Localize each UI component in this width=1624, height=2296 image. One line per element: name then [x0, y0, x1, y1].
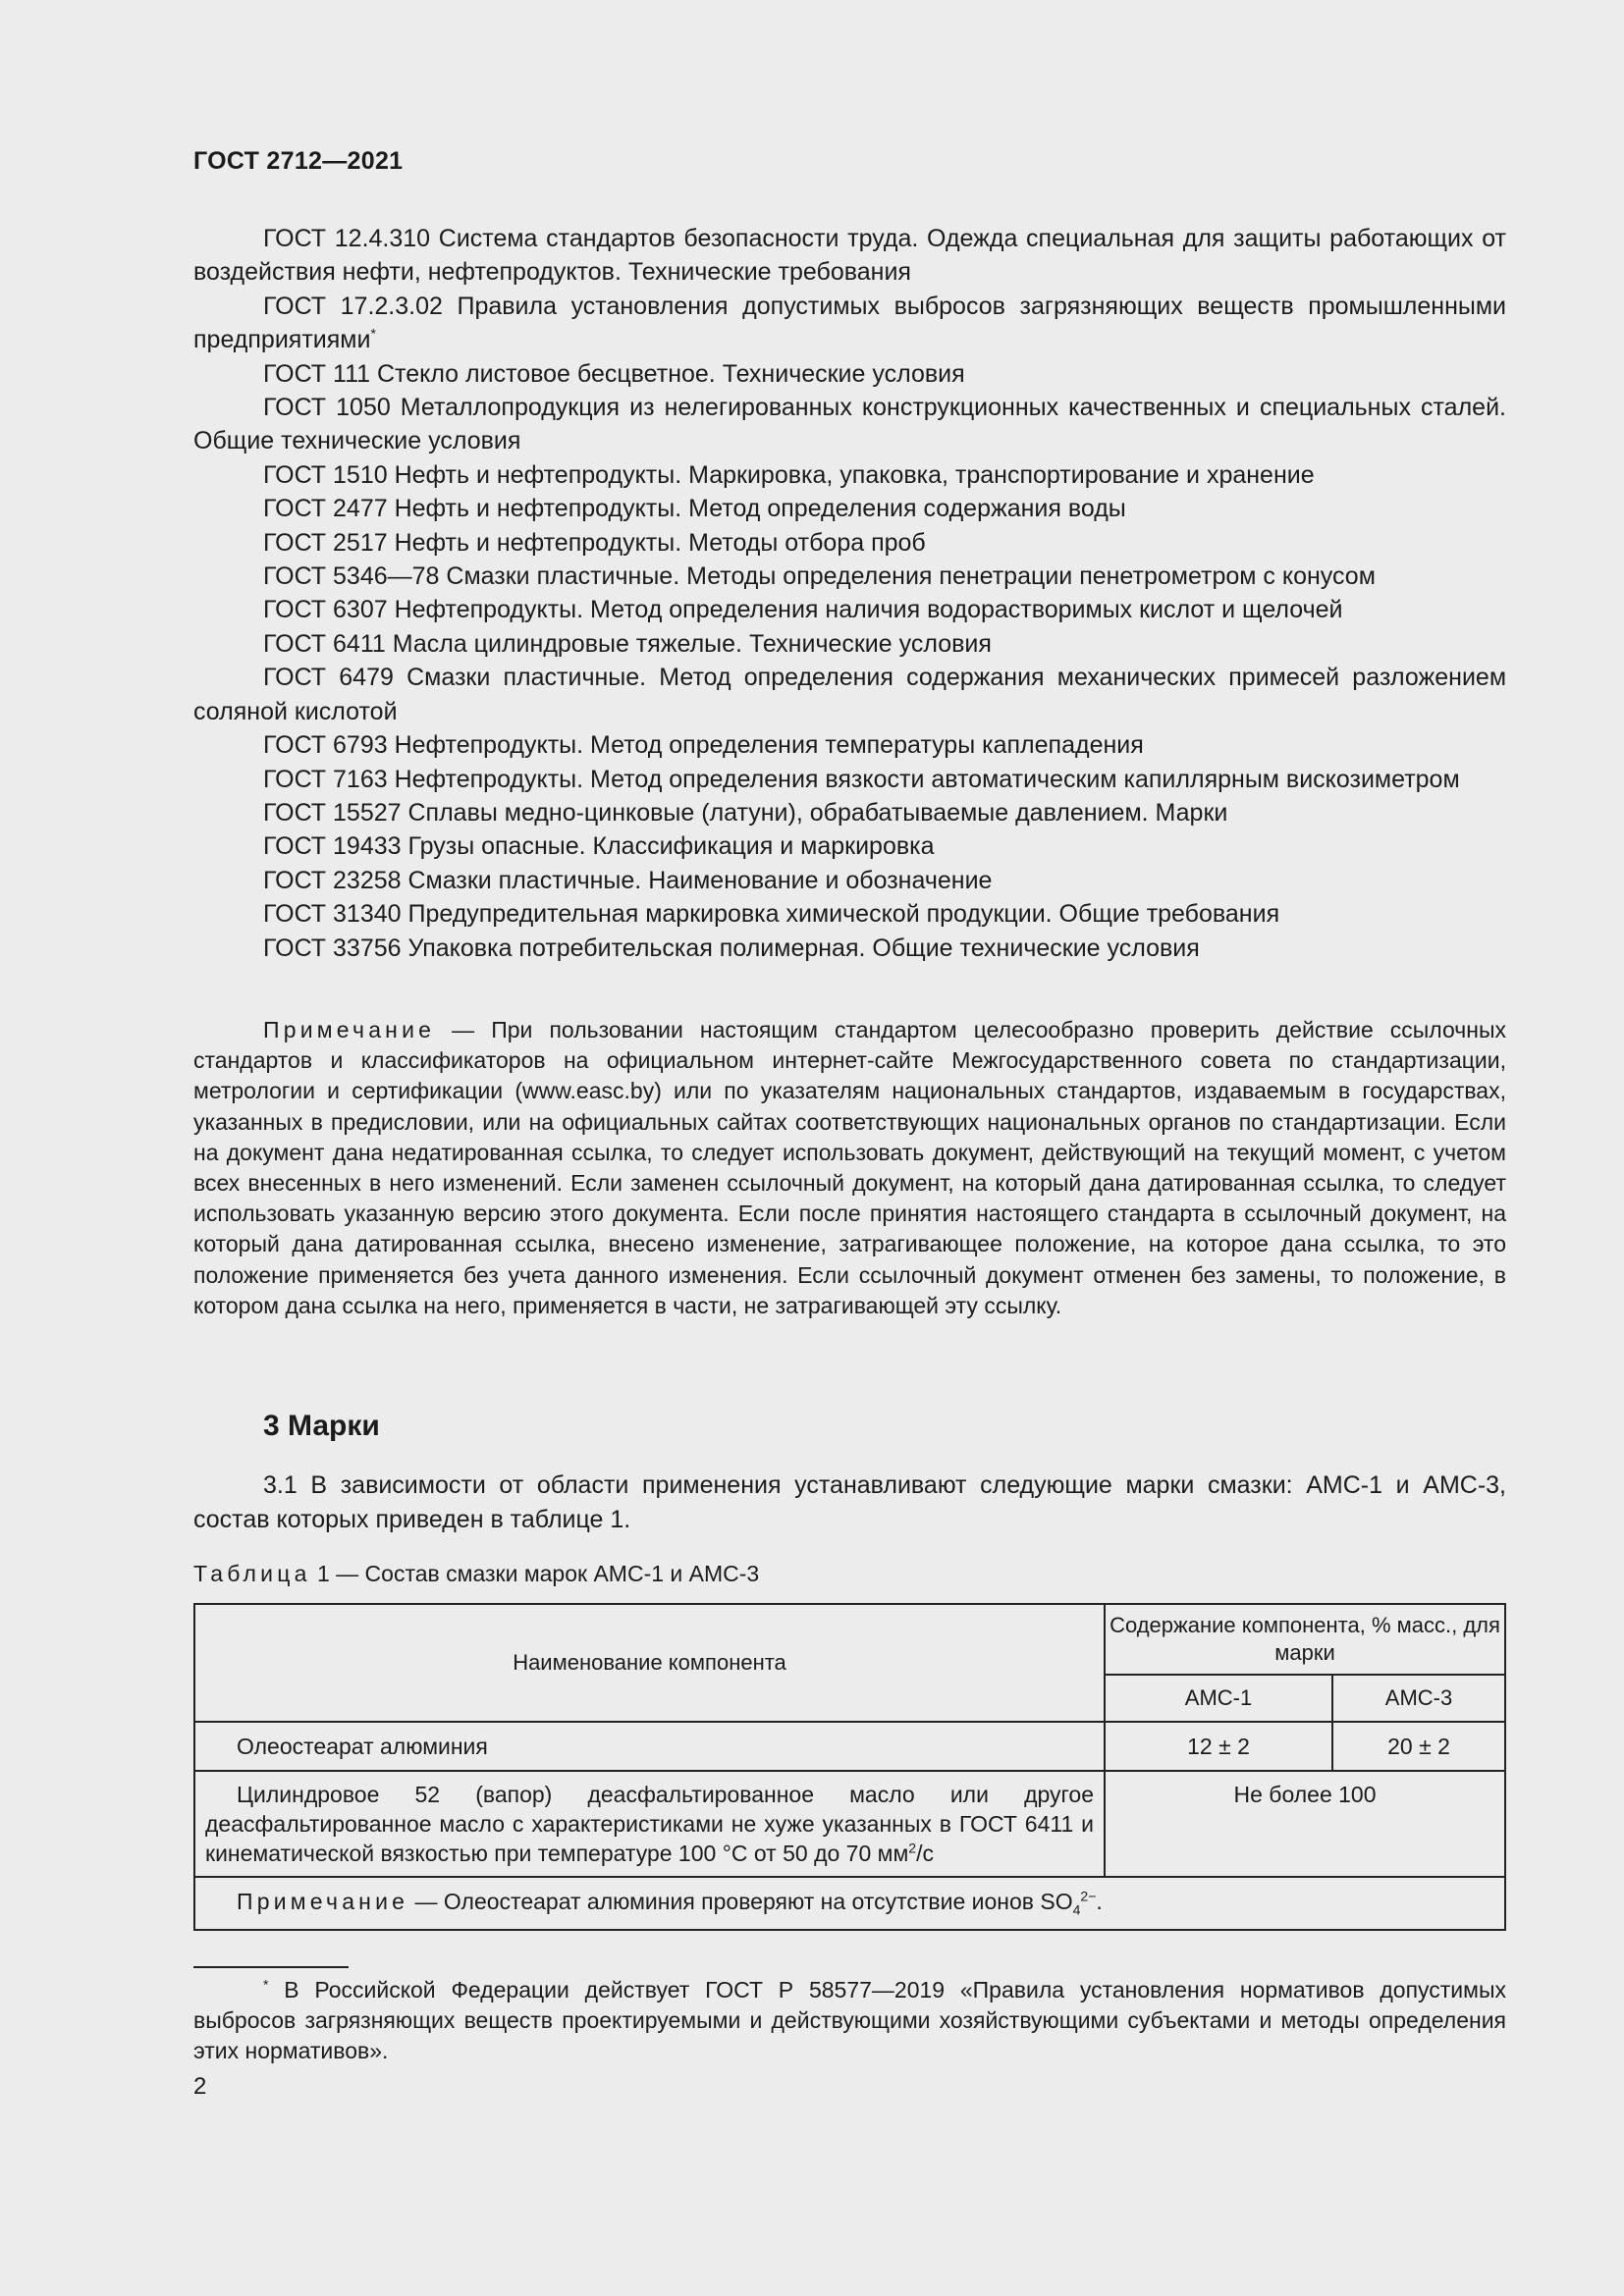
section-paragraph: 3.1 В зависимости от области применения устанавливают следующие марки смазки: АМС-1 и АМС-3, состав которых приведен в таблице 1.	[193, 1471, 1506, 1533]
header-component-content: Содержание компонента, % масс., для марки	[1105, 1604, 1505, 1675]
reference-text: ГОСТ 15527 Сплавы медно-цинковые (латуни), обрабатываемые давлением. Марки	[263, 798, 1228, 827]
reference-item	[193, 391, 1506, 458]
reference-text: ГОСТ 19433 Грузы опасные. Классификация и маркировка	[263, 832, 935, 861]
reference-text: ГОСТ 5346—78 Смазки пластичные. Методы определения пенетрации пенетрометром с конусом	[263, 562, 1376, 591]
table-caption-label: Таблица	[193, 1561, 311, 1586]
reference-item	[193, 829, 1506, 863]
table-note-end: .	[1096, 1888, 1103, 1914]
row-value-ams-1: 12 ± 2	[1105, 1722, 1332, 1771]
reference-item	[193, 932, 1506, 965]
reference-item	[193, 560, 1506, 593]
reference-item	[193, 526, 1506, 560]
section-title: 3 Марки	[263, 1410, 380, 1442]
table-caption	[193, 1561, 759, 1587]
reference-text: ГОСТ 1510 Нефть и нефтепродукты. Маркировка, упаковка, транспортирование и хранение	[263, 460, 1315, 489]
reference-text: ГОСТ 2477 Нефть и нефтепродукты. Метод определения содержания воды	[263, 495, 1126, 523]
row-component-text: Цилиндровое 52 (вапор) деасфальтированное масло или другое деасфальтированное масло с характеристиками не хуже указанных в ГОСТ 6411 и кинематической вязкостью при температуре 100 °С от 50 до 70 мм	[205, 1782, 1094, 1866]
row-component-name: Олеостеарат алюминия	[194, 1722, 1105, 1771]
table-row	[194, 1722, 1505, 1771]
superscript: 2−	[1080, 1887, 1097, 1903]
composition-table	[193, 1603, 1506, 1931]
reference-text: ГОСТ 31340 Предупредительная маркировка химической продукции. Общие требования	[263, 900, 1280, 929]
reference-item	[193, 222, 1506, 290]
reference-text: ГОСТ 12.4.310 Система стандартов безопасности труда. Одежда специальная для защиты работающих от воздействия нефти, нефтепродуктов. Технические требования	[193, 225, 1506, 287]
table-row	[194, 1771, 1505, 1877]
reference-text: ГОСТ 6479 Смазки пластичные. Метод определения содержания механических примесей разложением соляной кислотой	[193, 664, 1506, 725]
reference-item	[193, 357, 1506, 391]
table-note-text: — Олеостеарат алюминия проверяют на отсутствие ионов SO	[408, 1888, 1073, 1914]
normative-references-list	[193, 222, 1506, 965]
reference-item	[193, 593, 1506, 626]
header-ams-3: АМС-3	[1332, 1675, 1505, 1722]
footnote-marker: *	[263, 1976, 269, 1993]
reference-item	[193, 492, 1506, 525]
footnote-text: В Российской Федерации действует ГОСТ Р 58577—2019 «Правила установления нормативов допустимых выбросов загрязняющих веществ проектируемыми и действующими хозяйствующими субъектами и методы определения этих нормативов».	[193, 1977, 1506, 2063]
footnote-divider	[193, 1966, 349, 1968]
references-note	[193, 1015, 1506, 1321]
reference-item	[193, 627, 1506, 661]
note-label: Примечание	[263, 1017, 436, 1042]
reference-text: ГОСТ 23258 Смазки пластичные. Наименование и обозначение	[263, 866, 993, 894]
reference-item	[193, 728, 1506, 762]
reference-item	[193, 763, 1506, 796]
reference-item	[193, 661, 1506, 728]
reference-item	[193, 290, 1506, 357]
reference-item	[193, 864, 1506, 897]
note-text: — При пользовании настоящим стандартом целесообразно проверить действие ссылочных стандартов и классификаторов на официальном интернет-сайте Межгосударственного совета по стандартизации, метрологии и сертификации (www.easc.by) или по указателям национальных стандартов, издаваемым в государствах, указанных в предисловии, или на официальных сайтах соответствующих национальных органов по стандартизации. Если на документ дана недатированная ссылка, то следует использовать документ, действующий на текущий момент, с учетом всех внесенных в него изменений. Если заменен ссылочный документ, на который дана датированная ссылка, то следует использовать указанную версию этого документа. Если после принятия настоящего стандарта в ссылочный документ, на который дана датированная ссылка, внесено изменение, затрагивающее положение, на которое дана ссылка, то это положение применяется без учета данного изменения. Если ссылочный документ отменен без замены, то положение, в котором дана ссылка на него, применяется в части, не затрагивающей эту ссылку.	[193, 1017, 1506, 1318]
document-header: ГОСТ 2712—2021	[193, 147, 404, 175]
reference-text: ГОСТ 6793 Нефтепродукты. Метод определения температуры каплепадения	[263, 731, 1144, 760]
page-number: 2	[193, 2073, 207, 2100]
row-value-combined: Не более 100	[1105, 1771, 1505, 1877]
reference-text: ГОСТ 6307 Нефтепродукты. Метод определения наличия водорастворимых кислот и щелочей	[263, 596, 1343, 624]
table-note-row	[194, 1877, 1505, 1930]
reference-item	[193, 458, 1506, 492]
header-ams-1: АМС-1	[1105, 1675, 1332, 1722]
table-caption-text: 1 — Состав смазки марок АМС-1 и АМС-3	[310, 1561, 760, 1586]
reference-text: ГОСТ 17.2.3.02 Правила установления допустимых выбросов загрязняющих веществ промышленными предприятиями	[193, 292, 1506, 354]
subscript: 4	[1072, 1901, 1081, 1918]
reference-text: ГОСТ 2517 Нефть и нефтепродукты. Методы отбора проб	[263, 528, 926, 557]
row-value-ams-3: 20 ± 2	[1332, 1722, 1505, 1771]
header-component-name: Наименование компонента	[194, 1604, 1105, 1722]
table-header-row	[194, 1604, 1505, 1675]
reference-item	[193, 897, 1506, 931]
reference-text: ГОСТ 111 Стекло листовое бесцветное. Технические условия	[263, 359, 965, 388]
reference-text: ГОСТ 33756 Упаковка потребительская полимерная. Общие технические условия	[263, 934, 1200, 962]
reference-text: ГОСТ 1050 Металлопродукция из нелегированных конструкционных качественных и специальных сталей. Общие технические условия	[193, 394, 1506, 455]
row-component-name	[194, 1771, 1105, 1877]
table-note	[194, 1877, 1505, 1930]
reference-item	[193, 796, 1506, 829]
footnote	[193, 1975, 1506, 2066]
reference-text: ГОСТ 7163 Нефтепродукты. Метод определения вязкости автоматическим капиллярным вискозиметром	[263, 765, 1460, 793]
footnote-marker: *	[370, 325, 376, 342]
superscript: 2	[908, 1840, 917, 1856]
unit-tail: /с	[916, 1841, 934, 1866]
reference-text: ГОСТ 6411 Масла цилиндровые тяжелые. Технические условия	[263, 629, 992, 658]
table-note-label: Примечание	[237, 1888, 409, 1914]
